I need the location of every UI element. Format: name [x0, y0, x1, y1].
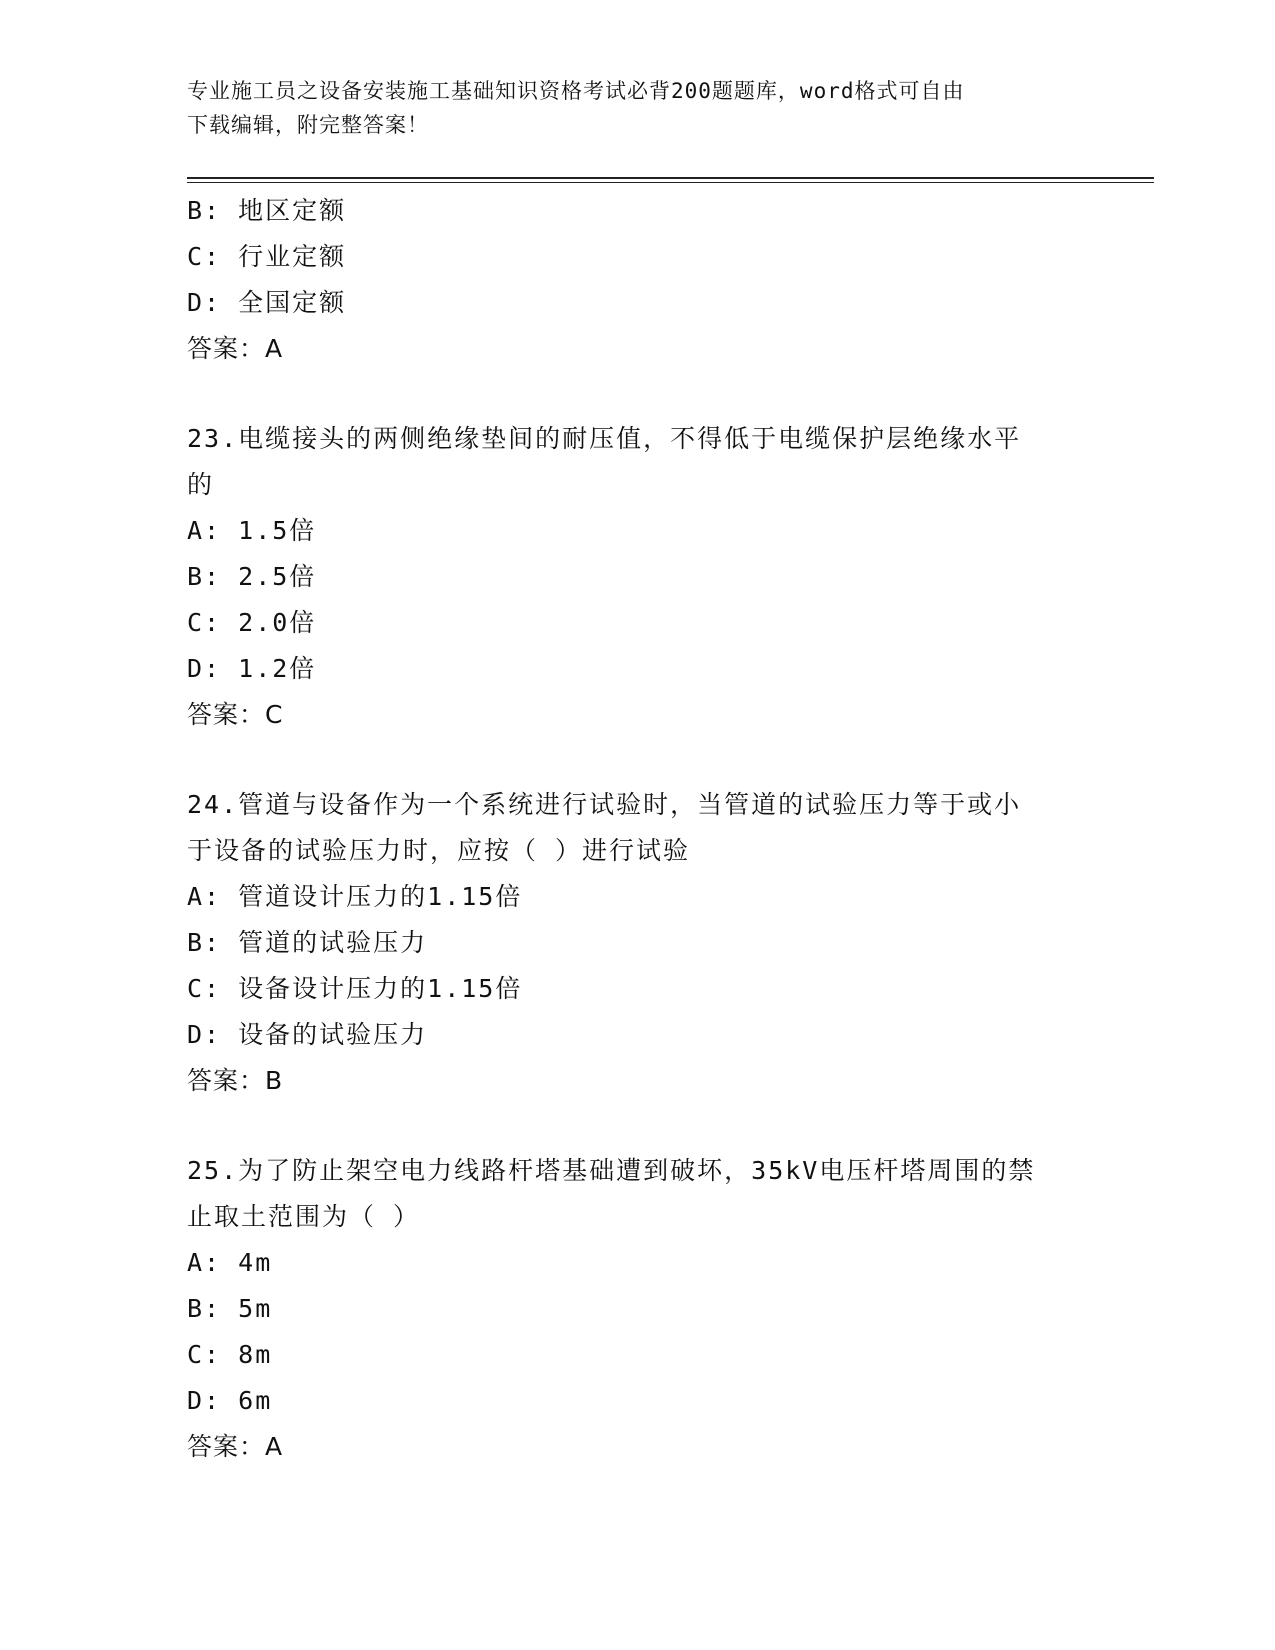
question-stem-line-2: 止取土范围为（ ） [187, 1202, 421, 1231]
header-rule-thick [187, 177, 1154, 179]
option-b: B: 管道的试验压力 [187, 928, 428, 957]
option-b: B: 5m [187, 1294, 273, 1323]
question-stem-line-1: 23.电缆接头的两侧绝缘垫间的耐压值，不得低于电缆保护层绝缘水平 [187, 424, 1022, 453]
question-stem-line-1: 25.为了防止架空电力线路杆塔基础遭到破坏，35kV电压杆塔周围的禁 [187, 1156, 1036, 1185]
option-c: C: 设备设计压力的1.15倍 [187, 974, 523, 1003]
option-b: B: 2.5倍 [187, 562, 317, 591]
option-a: A: 4m [187, 1248, 273, 1277]
option-c: C: 行业定额 [187, 242, 347, 271]
question-stem-line-1: 24.管道与设备作为一个系统进行试验时，当管道的试验压力等于或小 [187, 790, 1022, 819]
answer-line: 答案：B [187, 1066, 284, 1095]
spacer [187, 738, 1087, 782]
spacer [187, 1104, 1087, 1148]
answer-line: 答案：A [187, 1432, 284, 1461]
question-25 [187, 1148, 1087, 1470]
header-rule-thin [187, 182, 1154, 183]
question-24 [187, 782, 1087, 1104]
header-line-1: 专业施工员之设备安装施工基础知识资格考试必背200题题库，word格式可自由 [187, 79, 965, 103]
option-c: C: 2.0倍 [187, 608, 317, 637]
option-b: B: 地区定额 [187, 196, 347, 225]
option-d: D: 设备的试验压力 [187, 1020, 428, 1049]
question-stem-line-2: 的 [187, 470, 215, 499]
question-23 [187, 416, 1087, 738]
option-d: D: 6m [187, 1386, 273, 1415]
option-a: A: 管道设计压力的1.15倍 [187, 882, 523, 911]
option-d: D: 1.2倍 [187, 654, 317, 683]
option-c: C: 8m [187, 1340, 273, 1369]
carry-over-block [187, 188, 1087, 372]
option-a: A: 1.5倍 [187, 516, 317, 545]
header-line-2: 下载编辑，附完整答案！ [187, 113, 429, 137]
document-header [187, 74, 1087, 142]
option-d: D: 全国定额 [187, 288, 347, 317]
answer-line: 答案：A [187, 334, 284, 363]
spacer [187, 372, 1087, 416]
question-content [187, 188, 1087, 1470]
question-stem-line-2: 于设备的试验压力时，应按（ ）进行试验 [187, 836, 691, 865]
answer-line: 答案：C [187, 700, 284, 729]
